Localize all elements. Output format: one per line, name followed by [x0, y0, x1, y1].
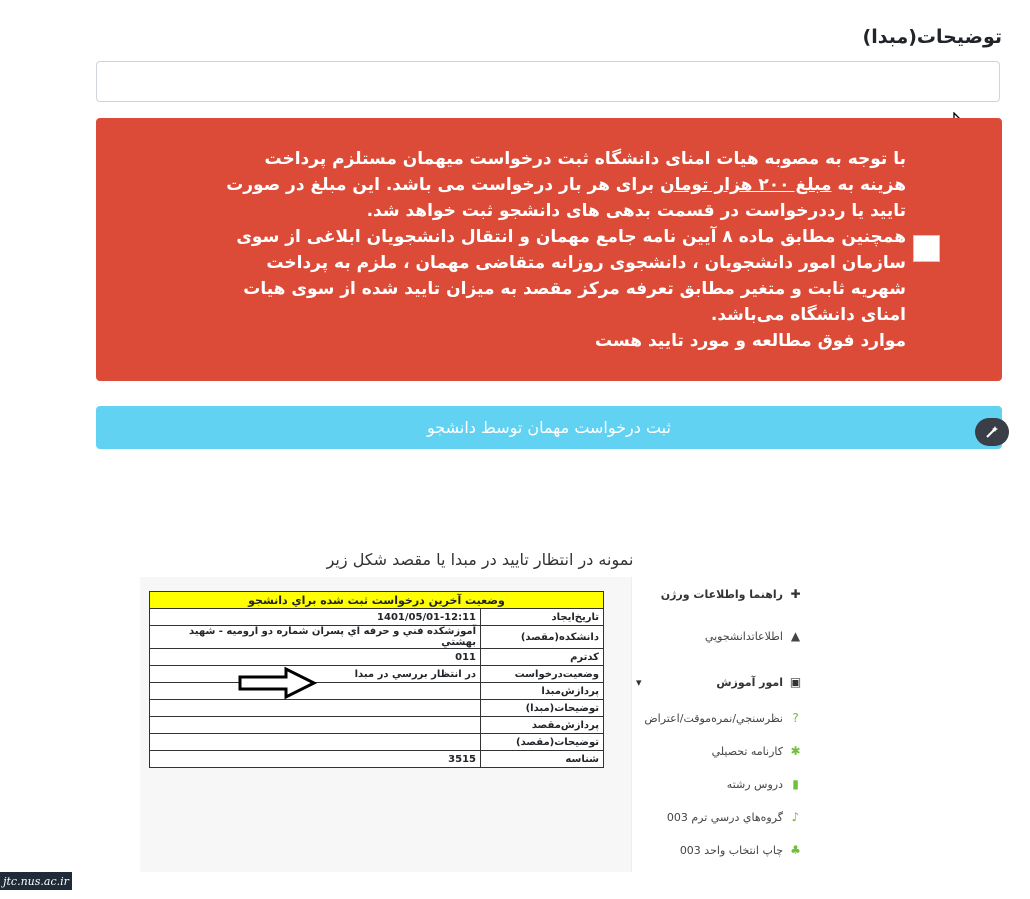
alert-paragraph-tuition: همچنین مطابق ماده ۸ آیین نامه جامع مهمان و انتقال دانشجویان ابلاغی از سوی سازمان امور دانشجویان ، دانشجوی روزانه متقاضی مهمان ، ملزم به پرداخت شهریه ثابت و متغیر مطابق تعرفه مرکز مقصد به میزان تایید شده از سوی هیات امنای دانشگاه می‌باشد. [236, 227, 906, 325]
site-badge: jtc.nus.ac.ir [0, 872, 72, 890]
alert-paragraph-confirm: موارد فوق مطالعه و مورد تایید هست [594, 331, 906, 351]
chevron-down-icon: ▾ [636, 676, 642, 689]
sidebar-item-transcript: ✱ كارنامه تحصيلي [711, 744, 801, 758]
fee-amount: مبلغ ۲۰۰ هزار تومان [660, 175, 832, 195]
example-caption: نمونه در انتظار تایید در مبدا یا مقصد شکل زیر [326, 550, 634, 569]
puzzle-icon: ✚ [790, 587, 801, 601]
request-status-table [149, 591, 604, 768]
example-sidebar [631, 577, 814, 872]
confirm-checkbox[interactable] [913, 235, 940, 262]
table-row: تاريخ‌ايجاد 1401/05/01-12:11 [150, 609, 604, 626]
sidebar-item-groups: ♪ گروه‌هاي درسي ترم 003 [667, 810, 802, 824]
table-row: دانشكده(مقصد) آموزشكده فني و حرفه اي پسران شماره دو اروميه - شهيد بهشتي [150, 626, 604, 649]
table-row: كدترم 011 [150, 649, 604, 666]
arrow-right-icon [238, 666, 318, 700]
table-row: توضيحات(مبدا) [150, 700, 604, 717]
sidebar-item-education: ▣ امور آموزش [716, 675, 802, 689]
graduation-cap-icon: ▲ [790, 629, 801, 643]
bookmark-icon: ▮ [792, 777, 799, 791]
mabda-description-input[interactable] [96, 61, 1000, 102]
alert-paragraph-fee: با توجه به مصوبه هیات امنای دانشگاه ثبت درخواست میهمان مستلزم پرداخت هزینه به مبلغ ۲۰۰ هزار تومان برای هر بار درخواست می باشد. این مبلغ در صورت تایید یا رددرخواست در قسمت بدهی های دانشجو ثبت خواهد شد. [226, 149, 906, 221]
table-row: وضعيت‌درخواست در انتظار بررسي در مبدا [150, 666, 604, 683]
sidebar-item-print: ♣ چاپ انتخاب واحد 003 [679, 843, 801, 857]
table-title: وضعيت آخرين درخواست ثبت شده براي دانشجو [150, 592, 604, 609]
fee-alert [96, 118, 1002, 381]
table-row: پردازش‌مقصد [150, 717, 604, 734]
sidebar-item-student-info: ▲ اطلاعاتدانشجويي [704, 629, 801, 643]
snowflake-icon: ✱ [790, 744, 801, 758]
copy-icon: ▣ [789, 675, 802, 689]
bell-icon: ♪ [791, 810, 800, 824]
submit-guest-request-button[interactable]: ثبت درخواست مهمان توسط دانشجو [96, 406, 1002, 449]
magic-wand-icon[interactable] [975, 418, 1009, 446]
gamepad-icon: ♣ [790, 843, 801, 857]
table-row: شناسه 3515 [150, 751, 604, 768]
sidebar-item-survey: ? نظرسنجي/نمره‌موقت/اعتراض [644, 711, 802, 725]
table-row: توضيحات(مقصد) [150, 734, 604, 751]
sidebar-item-help: ✚ راهنما واطلاعات ورژن [660, 587, 801, 601]
sidebar-item-courses: ▮ دروس رشته [727, 777, 802, 791]
alert-text [216, 146, 906, 354]
table-row: پردازش‌مبدا [150, 683, 604, 700]
mabda-description-label: توضیحات(مبدا) [862, 26, 1002, 48]
question-icon: ? [792, 711, 799, 725]
